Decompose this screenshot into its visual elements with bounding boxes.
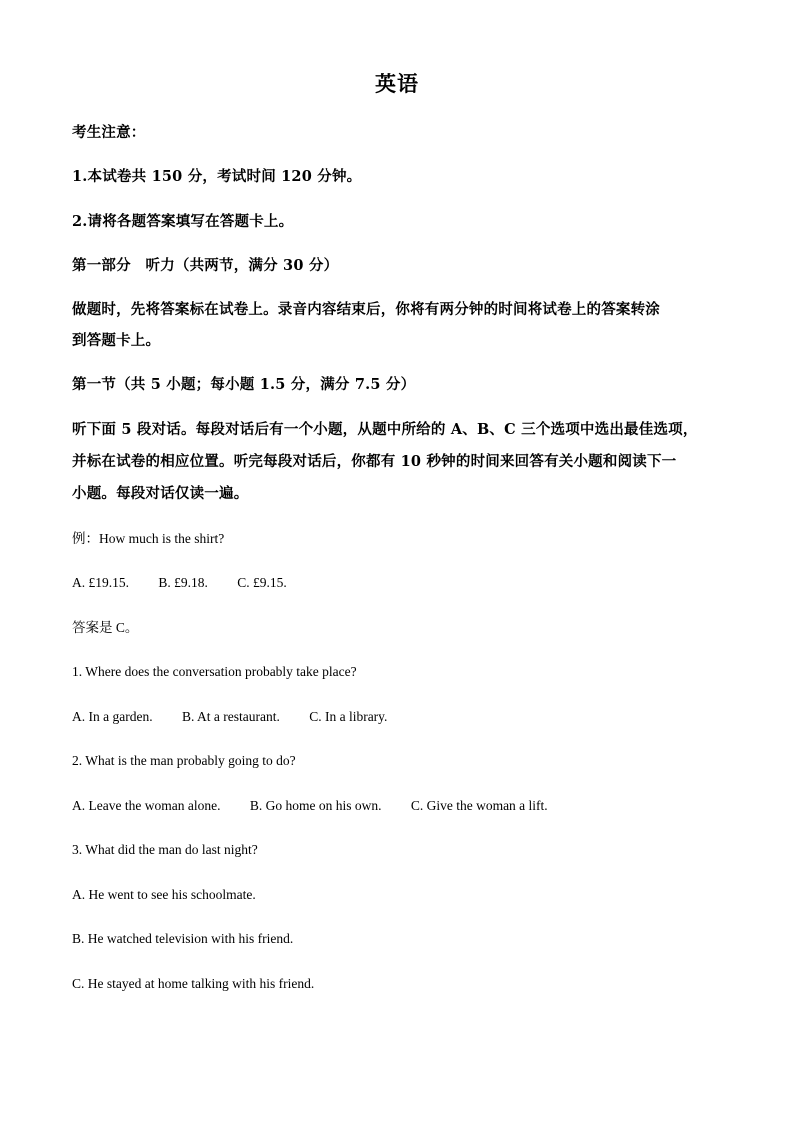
question-1-option-a: A. In a garden. xyxy=(72,709,153,724)
example-option-c: C. £9.15. xyxy=(237,575,287,590)
question-2-option-a: A. Leave the woman alone. xyxy=(72,798,221,813)
question-1-text: 1. Where does the conversation probably take place? xyxy=(72,664,357,679)
section1-instruction-line-2: 并标在试卷的相应位置。听完每段对话后，你都有 10 秒钟的时间来回答有关小题和阅读下一 xyxy=(72,453,677,470)
page-title: 英语 xyxy=(375,71,419,96)
notice-item-1: 1.本试卷共 150 分，考试时间 120 分钟。 xyxy=(72,168,362,185)
part1-instruction-line-2: 到答题卡上。 xyxy=(72,332,161,349)
example-question: 例：How much is the shirt? xyxy=(72,531,225,546)
section1-instruction-line-1: 听下面 5 段对话。每段对话后有一个小题，从题中所给的 A、B、C 三个选项中选出最佳选项， xyxy=(72,421,698,438)
section1-instruction-line-3: 小题。每段对话仅读一遍。 xyxy=(72,485,249,502)
question-2-option-b: B. Go home on his own. xyxy=(249,798,382,813)
question-2-option-c: C. Give the woman a lift. xyxy=(410,798,548,813)
question-3-text: 3. What did the man do last night? xyxy=(72,842,258,857)
part1-heading: 第一部分 听力（共两节，满分 30 分） xyxy=(72,257,339,274)
question-2-options xyxy=(72,795,732,816)
example-answer: 答案是 C。 xyxy=(72,620,139,635)
section1-heading: 第一节（共 5 小题；每小题 1.5 分，满分 7.5 分） xyxy=(72,376,416,393)
question-3-option-c: C. He stayed at home talking with his friend. xyxy=(72,976,315,991)
question-1-options xyxy=(72,706,732,727)
question-1-option-c: C. In a library. xyxy=(309,709,388,724)
notice-heading: 考生注意： xyxy=(72,124,146,141)
question-1-option-b: B. At a restaurant. xyxy=(181,709,280,724)
question-3-option-b: B. He watched television with his friend. xyxy=(72,931,294,946)
example-option-b: B. £9.18. xyxy=(158,575,208,590)
question-3-option-a: A. He went to see his schoolmate. xyxy=(72,887,256,902)
example-options xyxy=(72,572,732,593)
question-2-text: 2. What is the man probably going to do? xyxy=(72,753,296,768)
notice-item-2: 2.请将各题答案填写在答题卡上。 xyxy=(72,213,294,230)
example-option-a: A. £19.15. xyxy=(72,575,129,590)
part1-instruction-line-1: 做题时，先将答案标在试卷上。录音内容结束后，你将有两分钟的时间将试卷上的答案转涂 xyxy=(72,301,660,318)
